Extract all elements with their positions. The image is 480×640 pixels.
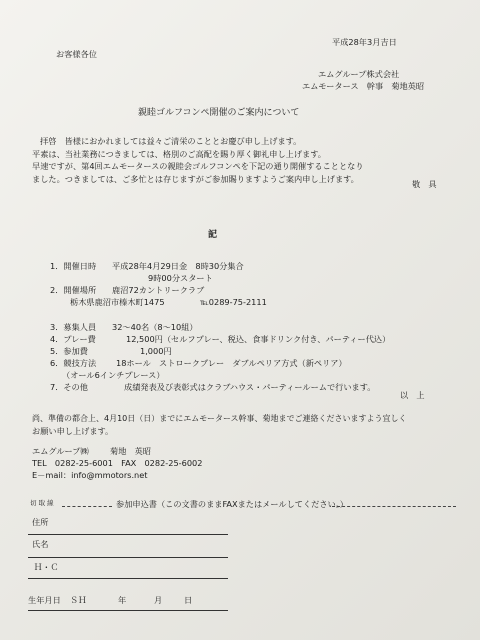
body-line-1: 拝啓 皆様におかれましては益々ご清栄のこととお慶び申し上げます。 (40, 136, 302, 146)
item-place-label: 2．開催場所 (50, 285, 97, 295)
item-other-value: 成績発表及び表彰式はクラブハウス・パーティールームで行います。 (124, 382, 376, 392)
form-address-line (28, 534, 228, 535)
sender-company: エムグループ株式会社 (318, 69, 400, 79)
contact-person: 菊地 英昭 (110, 446, 151, 456)
contact-company: エムグループ㈱ (32, 446, 89, 456)
form-hc-label: Ｈ・Ｃ (34, 562, 59, 572)
item-method-value: 18ホール ストロークプレー ダブルペリア方式（新ペリア） (116, 358, 347, 368)
cut-line-label: 切 取 線 (30, 499, 54, 507)
ki-mark: 記 (208, 230, 218, 240)
form-birth-year: 年 (118, 595, 127, 605)
item-place-tel: ℡0289-75-2111 (200, 297, 267, 307)
item-method-label: 6．競技方法 (50, 358, 97, 368)
body-line-2: 平素は、当社業務につきましては、格別のご高配を賜り厚く御礼申し上げます。 (32, 149, 326, 159)
item-entry-label: 5．参加費 (50, 346, 88, 356)
item-date-label: 1．開催日時 (50, 261, 97, 271)
ijou-mark: 以 上 (400, 390, 425, 400)
item-fee-label: 4．プレー費 (50, 334, 96, 344)
recipient: お客様各位 (56, 49, 97, 59)
form-birth-line (28, 610, 228, 611)
body-line-3: 早速ですが、第4回エムモータースの親睦会ゴルフコンペを下記の通り開催することとなり (32, 161, 364, 171)
form-heading: 参加申込書（この文書のままFAXまたはメールしてください。） (116, 499, 348, 509)
issue-date: 平成28年3月吉日 (332, 37, 397, 47)
notice-line-1: 尚、準備の都合上、4月10日（日）までにエムモータース幹事、菊地までご連絡くださいますよう宜しく (32, 414, 407, 423)
form-name-label: 氏名 (32, 539, 49, 549)
form-hc-line (28, 578, 228, 579)
notice-line-2: お願い申し上げます。 (32, 426, 114, 436)
cut-line-left (62, 506, 112, 507)
sender-organizer: エムモータース 幹事 菊地英昭 (302, 81, 425, 91)
item-place-value: 鹿沼72カントリークラブ (112, 285, 205, 295)
form-address-label: 住所 (32, 517, 49, 527)
item-start-time: 9時00分スタート (148, 273, 213, 283)
item-fee-value: 12,500円（セルフプレー、税込、食事ドリンク付き、パーティー代込） (126, 334, 391, 344)
body-line-4: ました。つきましては、ご多忙とは存じますがご参加賜りますようご案内申し上げます。 (32, 174, 359, 184)
contact-phone-fax: TEL 0282-25-6001 FAX 0282-25-6002 (32, 458, 203, 468)
item-recruit-label: 3．募集人員 (50, 322, 97, 332)
document-title: 親睦ゴルフコンペ開催のご案内について (138, 108, 300, 118)
closing-keigu: 敬 具 (412, 179, 437, 189)
form-birth-label: 生年月日 (28, 595, 61, 605)
item-other-label: 7．その他 (50, 382, 88, 392)
item-method-note: （オール6インチプレース） (62, 370, 165, 380)
form-birth-era: ＳＨ (70, 595, 87, 605)
item-date-value: 平成28年4月29日金 8時30分集合 (112, 261, 244, 271)
item-place-address: 栃木県鹿沼市榛木町1475 (70, 297, 165, 307)
form-name-line (28, 557, 228, 558)
contact-email: E－mail：info@mmotors.net (32, 470, 148, 480)
form-birth-month: 月 (154, 595, 163, 605)
item-recruit-value: 32～40名（8～10組） (112, 322, 198, 332)
item-entry-value: 1,000円 (140, 346, 172, 356)
form-birth-day: 日 (184, 595, 193, 605)
cut-line-right (332, 506, 456, 507)
